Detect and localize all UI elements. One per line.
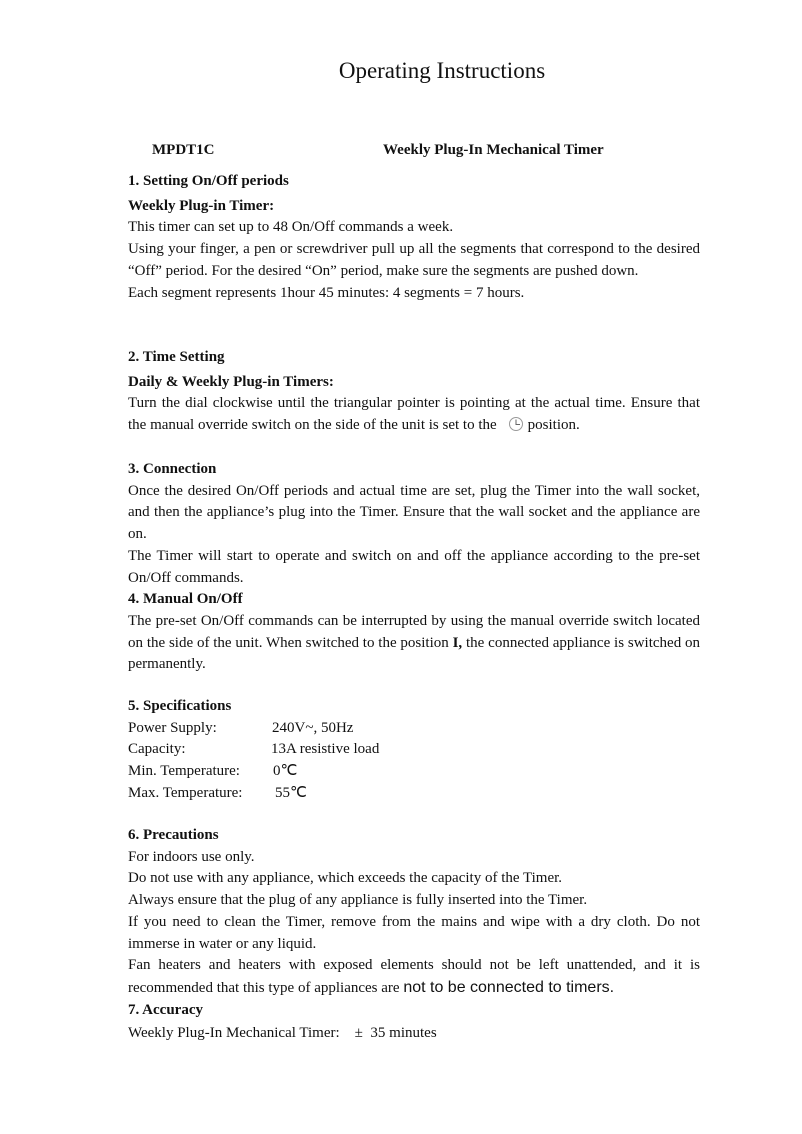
section-precautions	[128, 825, 700, 1045]
subheading: Weekly Plug-in Timer:	[128, 197, 275, 214]
paragraph-emphasis: not to be connected to timers.	[403, 978, 615, 996]
page-title: Operating Instructions	[338, 58, 546, 83]
spec-row	[128, 718, 700, 740]
section-heading: 1. Setting On/Off periods	[128, 173, 289, 189]
spec-value: 13A resistive load	[271, 741, 380, 758]
paragraph: Fan heaters and heaters with exposed elements should not be left unattended, and it is recommended that this type of appliances are	[128, 957, 700, 996]
paragraph: Once the desired On/Off periods and actual time are set, plug the Timer into the wall socket, and then the appliance’s plug into the Timer. Ensure that the wall socket and the appliance are on.	[128, 482, 700, 543]
accuracy-label: Weekly Plug-In Mechanical Timer:	[128, 1025, 340, 1042]
clock-icon	[508, 416, 524, 432]
section-heading: 3. Connection	[128, 461, 217, 477]
paragraph: Turn the dial clockwise until the triangular pointer is pointing at the actual time. Ensure that the manual override switch on the side of the unit is set to the	[128, 395, 700, 434]
spec-label: Max. Temperature:	[128, 784, 243, 801]
spec-label: Min. Temperature:	[128, 763, 240, 780]
section-heading: 5. Specifications	[128, 698, 232, 714]
spec-value: 55℃	[275, 784, 307, 801]
paragraph: Always ensure that the plug of any appliance is fully inserted into the Timer.	[128, 892, 588, 909]
paragraph: The Timer will start to operate and switch on and off the appliance according to the pre-set On/Off commands.	[128, 547, 700, 586]
accuracy-value: ± 35 minutes	[354, 1025, 437, 1042]
section-heading: 7. Accuracy	[128, 1001, 203, 1018]
paragraph: If you need to clean the Timer, remove from the mains and wipe with a dry cloth. Do not immerse in water or any liquid.	[128, 913, 700, 952]
paragraph: Using your finger, a pen or screwdriver pull up all the segments that correspond to the desired “Off” period. For the desired “On” period, make sure the segments are pushed down.	[128, 241, 700, 279]
paragraph: Each segment represents 1hour 45 minutes: 4 segments = 7 hours.	[128, 284, 525, 301]
spec-label: Capacity:	[128, 741, 186, 758]
position-symbol: I,	[452, 634, 463, 651]
section-heading: 6. Precautions	[128, 827, 219, 843]
section-setting-periods	[128, 171, 700, 304]
paragraph: For indoors use only.	[128, 848, 255, 865]
spec-row	[128, 783, 700, 805]
paragraph: This timer can set up to 48 On/Off commands a week.	[128, 219, 454, 236]
section-heading: 2. Time Setting	[128, 349, 225, 365]
paragraph: the connected appliance is switched on permanently.	[128, 634, 701, 673]
spec-row	[128, 761, 700, 783]
section-connection	[128, 459, 700, 676]
paragraph: The pre-set On/Off commands can be interrupted by using the manual override switch located on the side of the unit. When switched to the position	[128, 612, 700, 651]
spec-label: Power Supply:	[128, 719, 217, 736]
spec-value: 0℃	[273, 763, 298, 780]
paragraph: position.	[527, 417, 580, 434]
section-specifications	[128, 696, 700, 805]
spec-row	[128, 739, 700, 761]
subheading: Daily & Weekly Plug-in Timers:	[128, 373, 334, 390]
product-name: Weekly Plug-In Mechanical Timer	[383, 142, 604, 158]
spec-value: 240V~, 50Hz	[272, 719, 354, 736]
section-time-setting	[128, 347, 700, 437]
model-number: MPDT1C	[152, 142, 215, 158]
section-heading: 4. Manual On/Off	[128, 591, 243, 608]
paragraph: Do not use with any appliance, which exceeds the capacity of the Timer.	[128, 870, 563, 887]
